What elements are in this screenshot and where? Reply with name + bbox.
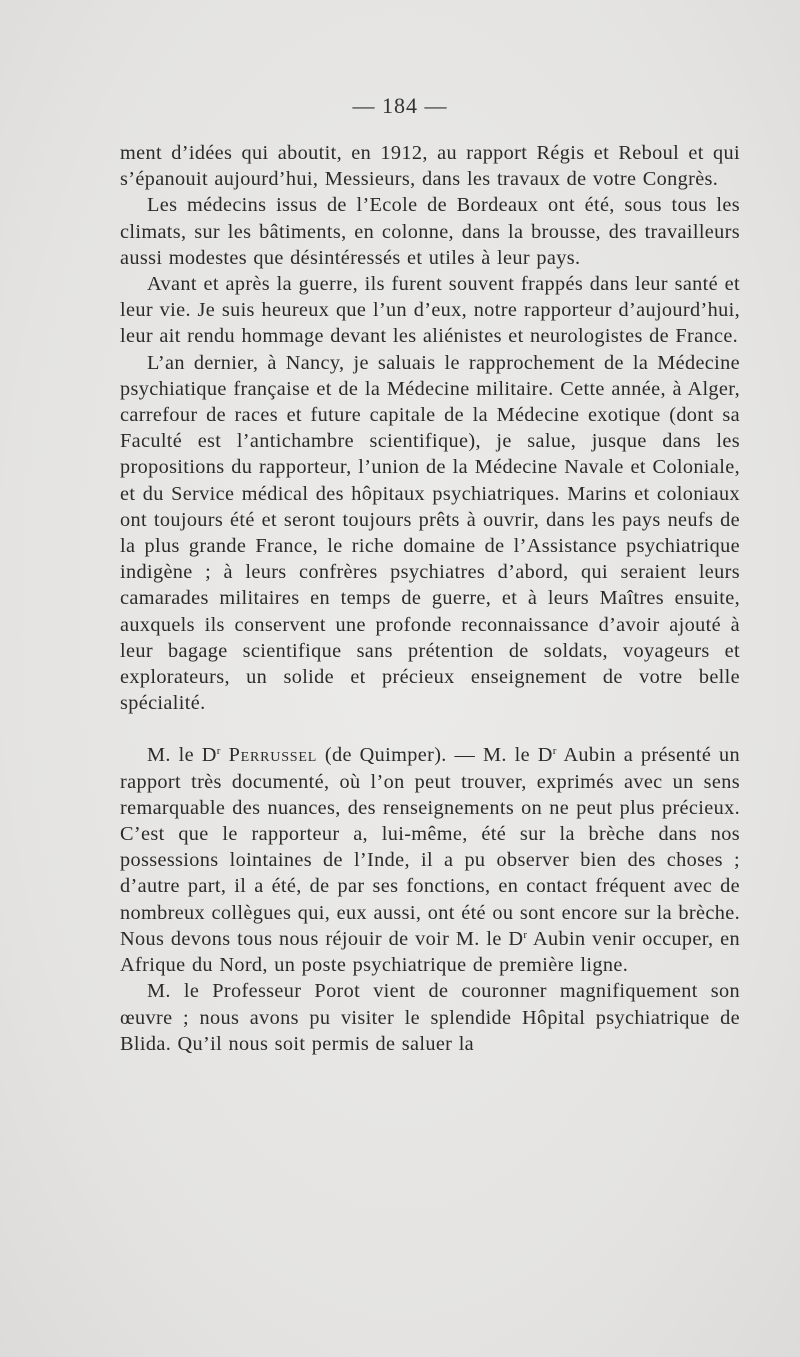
perrussel-sup1: r xyxy=(552,745,557,758)
paragraph-perrussel xyxy=(120,742,740,978)
perrussel-sup2: r xyxy=(523,928,528,941)
paragraph-continuation: ment d’idées qui aboutit, en 1912, au rapport Régis et Reboul et qui s’épanouit aujourd’hui, Messieurs, dans les travaux de votre Congrès. xyxy=(120,142,740,191)
paragraph-bordeaux-doctors: Les médecins issus de l’Ecole de Bordeaux ont été, sous tous les climats, sur les bâtiments, en colonne, dans la brousse, des travailleurs aussi modestes que désintéressés et utiles à leur pays. xyxy=(120,194,740,269)
perrussel-text-part3: Aubin venir occuper, en Afrique du Nord, un poste psychiatrique de première ligne. xyxy=(120,927,740,977)
paragraph-porot: M. le Professeur Porot vient de couronner magnifiquement son œuvre ; nous avons pu visiter le splendide Hôpital psychiatrique de Blida. Qu’il nous soit permis de saluer la xyxy=(120,980,740,1055)
speaker-prefix: M. le D xyxy=(147,744,217,767)
paragraph-nancy-alger: L’an dernier, à Nancy, je saluais le rapprochement de la Médecine psychiatique française et de la Médecine militaire. Cette année, à Alger, carrefour de races et future capitale de la Médecine exotique (dont sa Faculté est l’antichambre scientifique), je salue, jusque dans les propositions du rapporteur, l’union de la Médecine Navale et Coloniale, et du Service médical des hôpitaux psychiatriques. Marins et coloniaux ont toujours été et seront toujours prêts à ouvrir, dans les pays neufs de la plus grande France, le riche domaine de l’Assistance psychiatrique indigène ; à leurs confrères psychiatres d’abord, qui seraient leurs camarades militaires en temps de guerre, et à leurs Maîtres ensuite, auxquels ils conservent une profonde reconnaissance d’avoir ajouté à leur bagage scientifique sans prétention de soldats, voyageurs et explorateurs, un solide et précieux enseignement de votre belle spécialité. xyxy=(120,351,740,715)
perrussel-text-part1: M. le D xyxy=(482,744,553,767)
perrussel-text-part2: Aubin a présenté un rapport très documenté, où l’on peut trouver, exprimés avec un sens remarquable des nuances, des renseignements on ne peut plus précieux. C’est que le rapporteur a, lui-même, été sur la brèche dans nos possessions lointaines de l’Inde, il a pu observer bien des choses ; d’autre part, il a été, de par ses fonctions, en contact fréquent avec de nombreux collègues qui, eux aussi, ont été ou sont encore sur la brèche. Nous devons tous nous réjouir de voir M. le D xyxy=(120,744,741,950)
body-text xyxy=(120,140,740,1057)
paragraph-war: Avant et après la guerre, ils furent souvent frappés dans leur santé et leur vie. Je suis heureux que l’un d’eux, notre rapporteur d’aujourd’hui, leur ait rendu hommage devant les aliénistes et neurologistes de France. xyxy=(120,273,740,348)
page-number: — 184 — xyxy=(352,93,448,118)
speaker-place: (de Quimper). — xyxy=(317,744,483,767)
speaker-sup: r xyxy=(216,745,221,758)
speaker-name: Perrussel xyxy=(228,744,318,767)
